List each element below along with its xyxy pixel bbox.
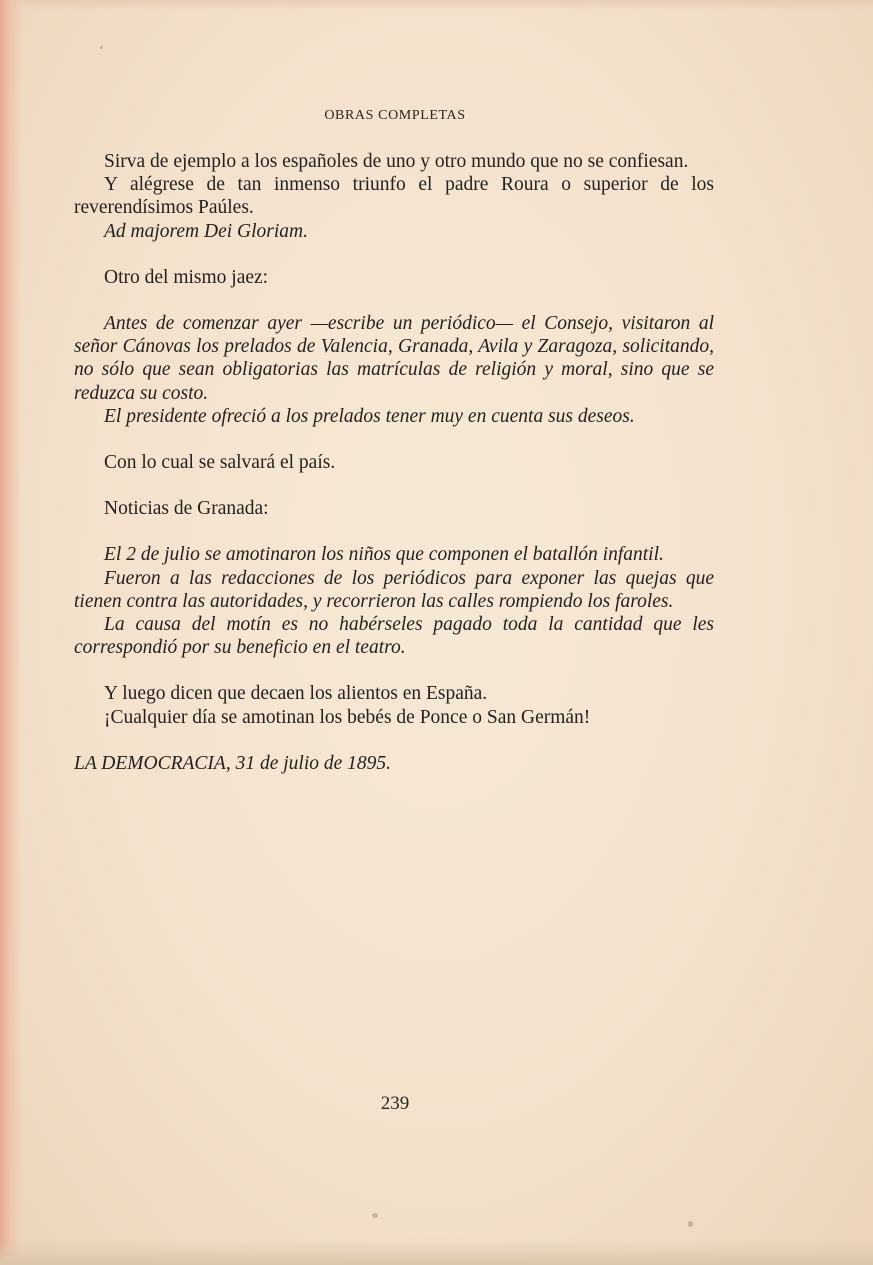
paragraph-ejemplo: Sirva de ejemplo a los españoles de uno y otro mundo que no se confiesan. xyxy=(104,151,689,172)
paragraph-alegrese: Y alégrese de tan inmenso triunfo el padre Roura o superior de los reverendísimos Paúles. xyxy=(74,174,714,219)
paper-speck xyxy=(372,1213,378,1218)
page-left-edge xyxy=(0,0,22,1265)
running-head: OBRAS COMPLETAS xyxy=(324,108,466,123)
spacer xyxy=(74,474,714,497)
paragraph-alientos: Y luego dicen que decaen los alientos en España. xyxy=(104,683,488,705)
spacer xyxy=(74,729,714,752)
article-text xyxy=(74,150,714,775)
source-signature: LA DEMOCRACIA, 31 de julio de 1895. xyxy=(74,752,392,774)
paragraph-otro: Otro del mismo jaez: xyxy=(104,266,269,288)
quote-presidente: El presidente ofreció a los prelados tener muy en cuenta sus deseos. xyxy=(104,405,635,427)
paragraph-bebes: ¡Cualquier día se amotinan los bebés de Ponce o San Germán! xyxy=(104,706,591,728)
page-number: 239 xyxy=(380,1093,410,1114)
spacer xyxy=(74,659,714,682)
spacer xyxy=(74,289,714,312)
spacer xyxy=(74,428,714,451)
page-top-edge xyxy=(0,0,873,10)
quote-redacciones: Fueron a las redacciones de los periódicos para exponer las quejas que tienen contra las autoridades, y recorrieron las calles rompiendo los faroles. xyxy=(74,567,714,612)
quote-prelados: Antes de comenzar ayer —escribe un periódico— el Consejo, visitaron al señor Cánovas los prelados de Valencia, Granada, Avila y Zaragoza, solicitando, no sólo que sean obligatorias las matrículas de religión y moral, sino que se reduzca su costo. xyxy=(74,313,714,404)
quote-motin: El 2 de julio se amotinaron los niños que componen el batallón infantil. xyxy=(104,544,664,566)
paragraph-noticias: Noticias de Granada: xyxy=(104,498,269,520)
paper-speck xyxy=(100,46,103,49)
paragraph-salvara: Con lo cual se salvará el país. xyxy=(104,452,336,474)
page-bottom-edge xyxy=(0,1239,873,1265)
quote-causa: La causa del motín es no habérseles pagado toda la cantidad que les correspondió por su beneficio en el teatro. xyxy=(74,614,714,659)
spacer xyxy=(74,243,714,266)
paragraph-latin-motto: Ad majorem Dei Gloriam. xyxy=(104,220,309,242)
spacer xyxy=(74,520,714,543)
paper-speck xyxy=(688,1221,693,1227)
